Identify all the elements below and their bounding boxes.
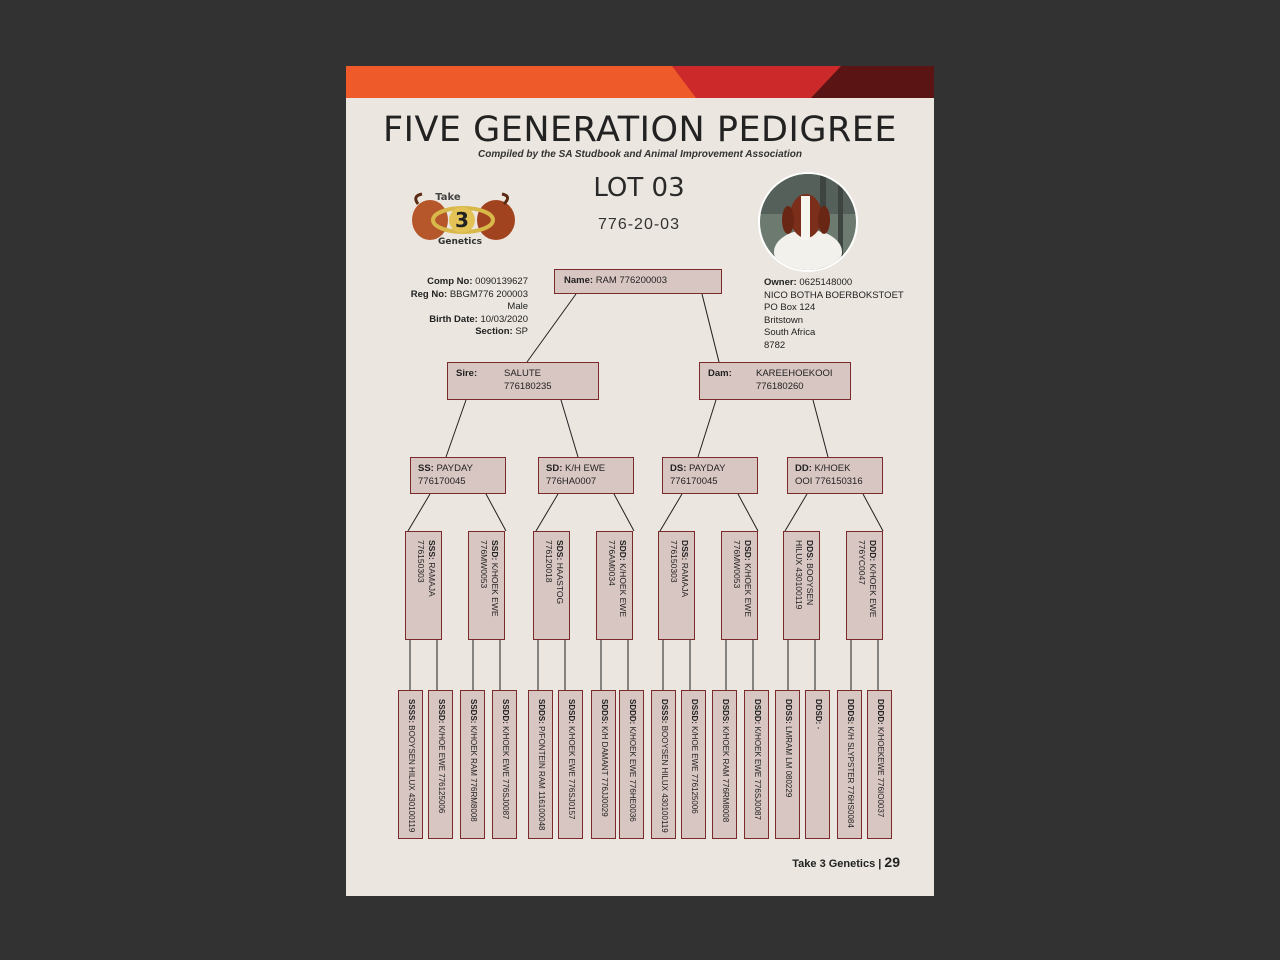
gen4-label: SDS:	[555, 540, 565, 561]
gen5-label: DSSD:	[690, 699, 699, 724]
gen5-box	[619, 690, 644, 839]
gen3-label: DD:	[795, 463, 812, 474]
gen4-number: 776AM0034	[607, 540, 617, 586]
animal-name-box	[554, 269, 722, 294]
gen5-text	[599, 699, 610, 817]
connector-line	[698, 400, 716, 457]
gen5-label: SDDD:	[628, 699, 637, 725]
gen3-name: K/H EWE	[565, 463, 606, 474]
gen4-name: K/HOEK EWE	[618, 563, 628, 617]
gen5-text	[500, 699, 511, 820]
dam-name: KAREEHOEKOOI	[756, 368, 833, 379]
gen5-box	[681, 690, 706, 839]
gen5-text	[659, 699, 670, 833]
gen5-box	[651, 690, 676, 839]
gen4-name: K/HOEK EWE	[490, 562, 500, 617]
reg-no-value: BBGM776 200003	[449, 288, 528, 300]
reg-no-label: Reg No:	[410, 288, 448, 300]
connector-line	[702, 294, 719, 362]
gen4-box	[721, 531, 758, 640]
gen5-value: K/HOE EWE 776125006	[690, 726, 699, 814]
gen5-label: SDDS:	[537, 699, 546, 724]
gen3-number: 776170045	[670, 476, 718, 487]
gen4-number: 776120018	[544, 540, 554, 583]
gen5-box	[805, 690, 830, 839]
gen3-box	[787, 457, 883, 494]
gen4-label: SSD:	[490, 540, 500, 561]
gen5-box	[428, 690, 453, 839]
gen5-label: SSDD:	[501, 699, 510, 724]
gen5-value: P/FONTEIN RAM 116100048	[537, 726, 546, 831]
owner-address-line: Britstown	[764, 314, 804, 326]
owner-address-line: 8782	[764, 339, 786, 351]
gen4-text	[793, 540, 815, 609]
gen5-value: K/HOEKEWE 776IO0037	[876, 727, 885, 818]
section-value: SP	[515, 326, 528, 337]
gen4-text	[731, 540, 753, 617]
gen5-label: SSDS:	[469, 699, 478, 724]
gen4-number: HILUX 430100119	[794, 540, 804, 610]
gen5-value: BOOYSEN HILUX 430100119	[660, 725, 669, 833]
gen5-label: DSDS:	[721, 699, 730, 724]
owner-name: NICO BOTHA BOERBOKSTOET	[764, 289, 904, 301]
gen4-text	[415, 540, 437, 597]
dam-label: Dam:	[708, 368, 732, 379]
connector-line	[863, 494, 883, 531]
gen5-box	[398, 690, 423, 839]
svg-text:Take: Take	[435, 192, 461, 203]
gen4-text	[543, 540, 565, 604]
connector-line	[408, 494, 430, 531]
gen5-label: DSSS:	[660, 699, 669, 724]
gen5-box	[591, 690, 616, 839]
gen4-box	[596, 531, 633, 640]
gen3-name: PAYDAY	[689, 463, 726, 474]
gen5-text	[845, 699, 856, 828]
gen3-box	[538, 457, 634, 494]
lot-code: 776-20-03	[598, 216, 680, 233]
gen4-number: 776150303	[416, 540, 426, 583]
gen5-label: SDDS:	[600, 699, 609, 724]
connector-line	[536, 494, 558, 531]
sire-label: Sire:	[456, 368, 478, 379]
gen4-text	[668, 540, 690, 597]
gen3-number: 776HA0007	[546, 476, 597, 487]
gen3-name: PAYDAY	[436, 463, 473, 474]
comp-no-label: Comp No:	[427, 276, 473, 287]
gen5-text	[689, 699, 700, 814]
gen5-box	[775, 690, 800, 839]
owner-address-line: PO Box 124	[764, 302, 816, 313]
gen5-box	[558, 690, 583, 839]
section-label: Section:	[475, 326, 513, 337]
gen5-value: K/HOEK RAM 776RM8008	[469, 725, 478, 822]
gen4-box	[658, 531, 695, 640]
gen3-label: SD:	[546, 463, 563, 474]
gen3-label: SS:	[418, 463, 434, 474]
gen5-value: K/HOEK EWE 776SJ0157	[567, 726, 576, 820]
animal-name-label: Name:	[564, 275, 594, 286]
gen5-text	[875, 699, 886, 817]
gen4-number: 776YC0047	[857, 540, 867, 585]
gen5-text	[406, 699, 417, 832]
gen5-text	[752, 699, 763, 820]
footer-separator: |	[878, 858, 882, 870]
page-subtitle: Compiled by the SA Studbook and Animal Improvement Association	[478, 149, 802, 160]
gen4-label: DDS:	[805, 540, 815, 561]
connector-line	[446, 400, 466, 457]
gen5-box	[528, 690, 553, 839]
connector-line	[614, 494, 634, 531]
gen5-label: SDSD:	[567, 699, 576, 724]
gen5-text	[813, 699, 824, 729]
gen5-text	[720, 699, 731, 822]
gen4-label: DSS:	[680, 540, 690, 561]
gen4-label: DSD:	[743, 540, 753, 561]
connector-line	[486, 494, 506, 531]
connector-line	[813, 400, 828, 457]
gen5-value: K/H DAMANT 776JJ0029	[600, 726, 609, 817]
birth-date-label: Birth Date:	[429, 313, 478, 325]
sire-name: SALUTE	[504, 368, 541, 379]
gen5-box	[867, 690, 892, 839]
connector-line	[561, 400, 578, 457]
page-title: FIVE GENERATION PEDIGREE	[382, 110, 897, 150]
gen5-label: DDSD:	[814, 699, 823, 725]
gen4-name: RAMAJA	[680, 562, 690, 598]
gen5-value: K/HOE EWE 776125006	[437, 725, 446, 814]
comp-no-value: 0090139627	[475, 276, 528, 287]
gen5-value: K/HOEK EWE 776SJ0087	[501, 726, 510, 820]
gen4-name: HAASTOG	[555, 562, 565, 605]
gen4-box	[405, 531, 442, 640]
sire-number: 776180235	[504, 381, 552, 392]
page-footer	[792, 854, 900, 870]
gen4-text	[478, 540, 500, 617]
gen5-label: SSSD:	[437, 699, 446, 724]
gen5-value: K/HOEK EWE 776SJ0087	[753, 726, 762, 820]
gen4-box	[846, 531, 883, 640]
gen3-label: DS:	[670, 463, 687, 474]
lot-number: LOT 03	[593, 173, 685, 203]
dam-box	[699, 362, 851, 400]
gen3-number: 776170045	[418, 476, 466, 487]
gen5-value: -	[814, 726, 823, 730]
gen5-box	[460, 690, 485, 839]
gen4-name: BOOYSEN	[805, 563, 815, 606]
gen5-text	[436, 699, 447, 813]
gen4-label: SSS:	[427, 540, 437, 560]
connector-line	[738, 494, 758, 531]
sex-value: Male	[507, 301, 528, 312]
gen4-number: 776MW0053	[479, 540, 489, 589]
gen5-box	[837, 690, 862, 839]
owner-address-line: South Africa	[764, 327, 816, 338]
owner-phone: 0625148000	[799, 277, 853, 288]
gen5-value: LMRAM LM 080229	[784, 726, 793, 798]
svg-text:Genetics: Genetics	[437, 237, 483, 247]
gen5-value: K/H SLYPSTER 776HS0084	[846, 726, 855, 828]
gen4-box	[468, 531, 505, 640]
gen5-text	[783, 699, 794, 797]
gen3-number: OOI 776150316	[795, 476, 863, 487]
gen5-text	[536, 699, 547, 830]
page-number: 29	[884, 854, 900, 870]
footer-brand: Take 3 Genetics	[792, 858, 876, 870]
owner-label: Owner:	[764, 277, 797, 288]
gen4-number: 776MW0053	[732, 540, 742, 589]
gen5-text	[566, 699, 577, 820]
sire-box	[447, 362, 599, 400]
gen5-text	[627, 699, 638, 822]
gen5-box	[492, 690, 517, 839]
gen4-text	[606, 540, 628, 617]
gen5-value: BOOYSEN HILUX 430100119	[407, 725, 416, 833]
gen4-box	[533, 531, 570, 640]
gen4-number: 776150303	[669, 540, 679, 583]
gen3-name: K/HOEK	[814, 463, 851, 474]
pedigree-page	[346, 66, 934, 896]
gen4-box	[783, 531, 820, 640]
animal-name-value: RAM 776200003	[595, 275, 667, 286]
gen5-label: DDDS:	[846, 699, 855, 725]
gen4-name: K/HOEK EWE	[743, 563, 753, 617]
gen4-label: SDD:	[618, 540, 628, 561]
gen5-box	[712, 690, 737, 839]
gen5-label: SSSS:	[407, 699, 416, 724]
dam-number: 776180260	[756, 381, 804, 392]
gen4-name: RAMAJA	[427, 562, 437, 597]
gen5-value: K/HOEK RAM 776RM8008	[721, 726, 730, 823]
gen5-label: DSDD:	[753, 699, 762, 725]
svg-text:3: 3	[455, 208, 469, 232]
gen5-label: DDDD:	[876, 699, 885, 725]
connector-line	[785, 494, 807, 531]
gen5-text	[468, 699, 479, 822]
gen3-box	[662, 457, 758, 494]
gen5-label: DDSS:	[784, 699, 793, 724]
gen4-text	[856, 540, 878, 617]
gen3-box	[410, 457, 506, 494]
connector-line	[527, 294, 576, 362]
gen4-label: DDD:	[868, 540, 878, 562]
connector-line	[660, 494, 682, 531]
gen4-name: K/HOEK EWE	[868, 563, 878, 618]
gen5-value: K/HOEK EWE 776HE0036	[628, 726, 637, 822]
birth-date-value: 10/03/2020	[480, 313, 528, 325]
gen5-box	[744, 690, 769, 839]
